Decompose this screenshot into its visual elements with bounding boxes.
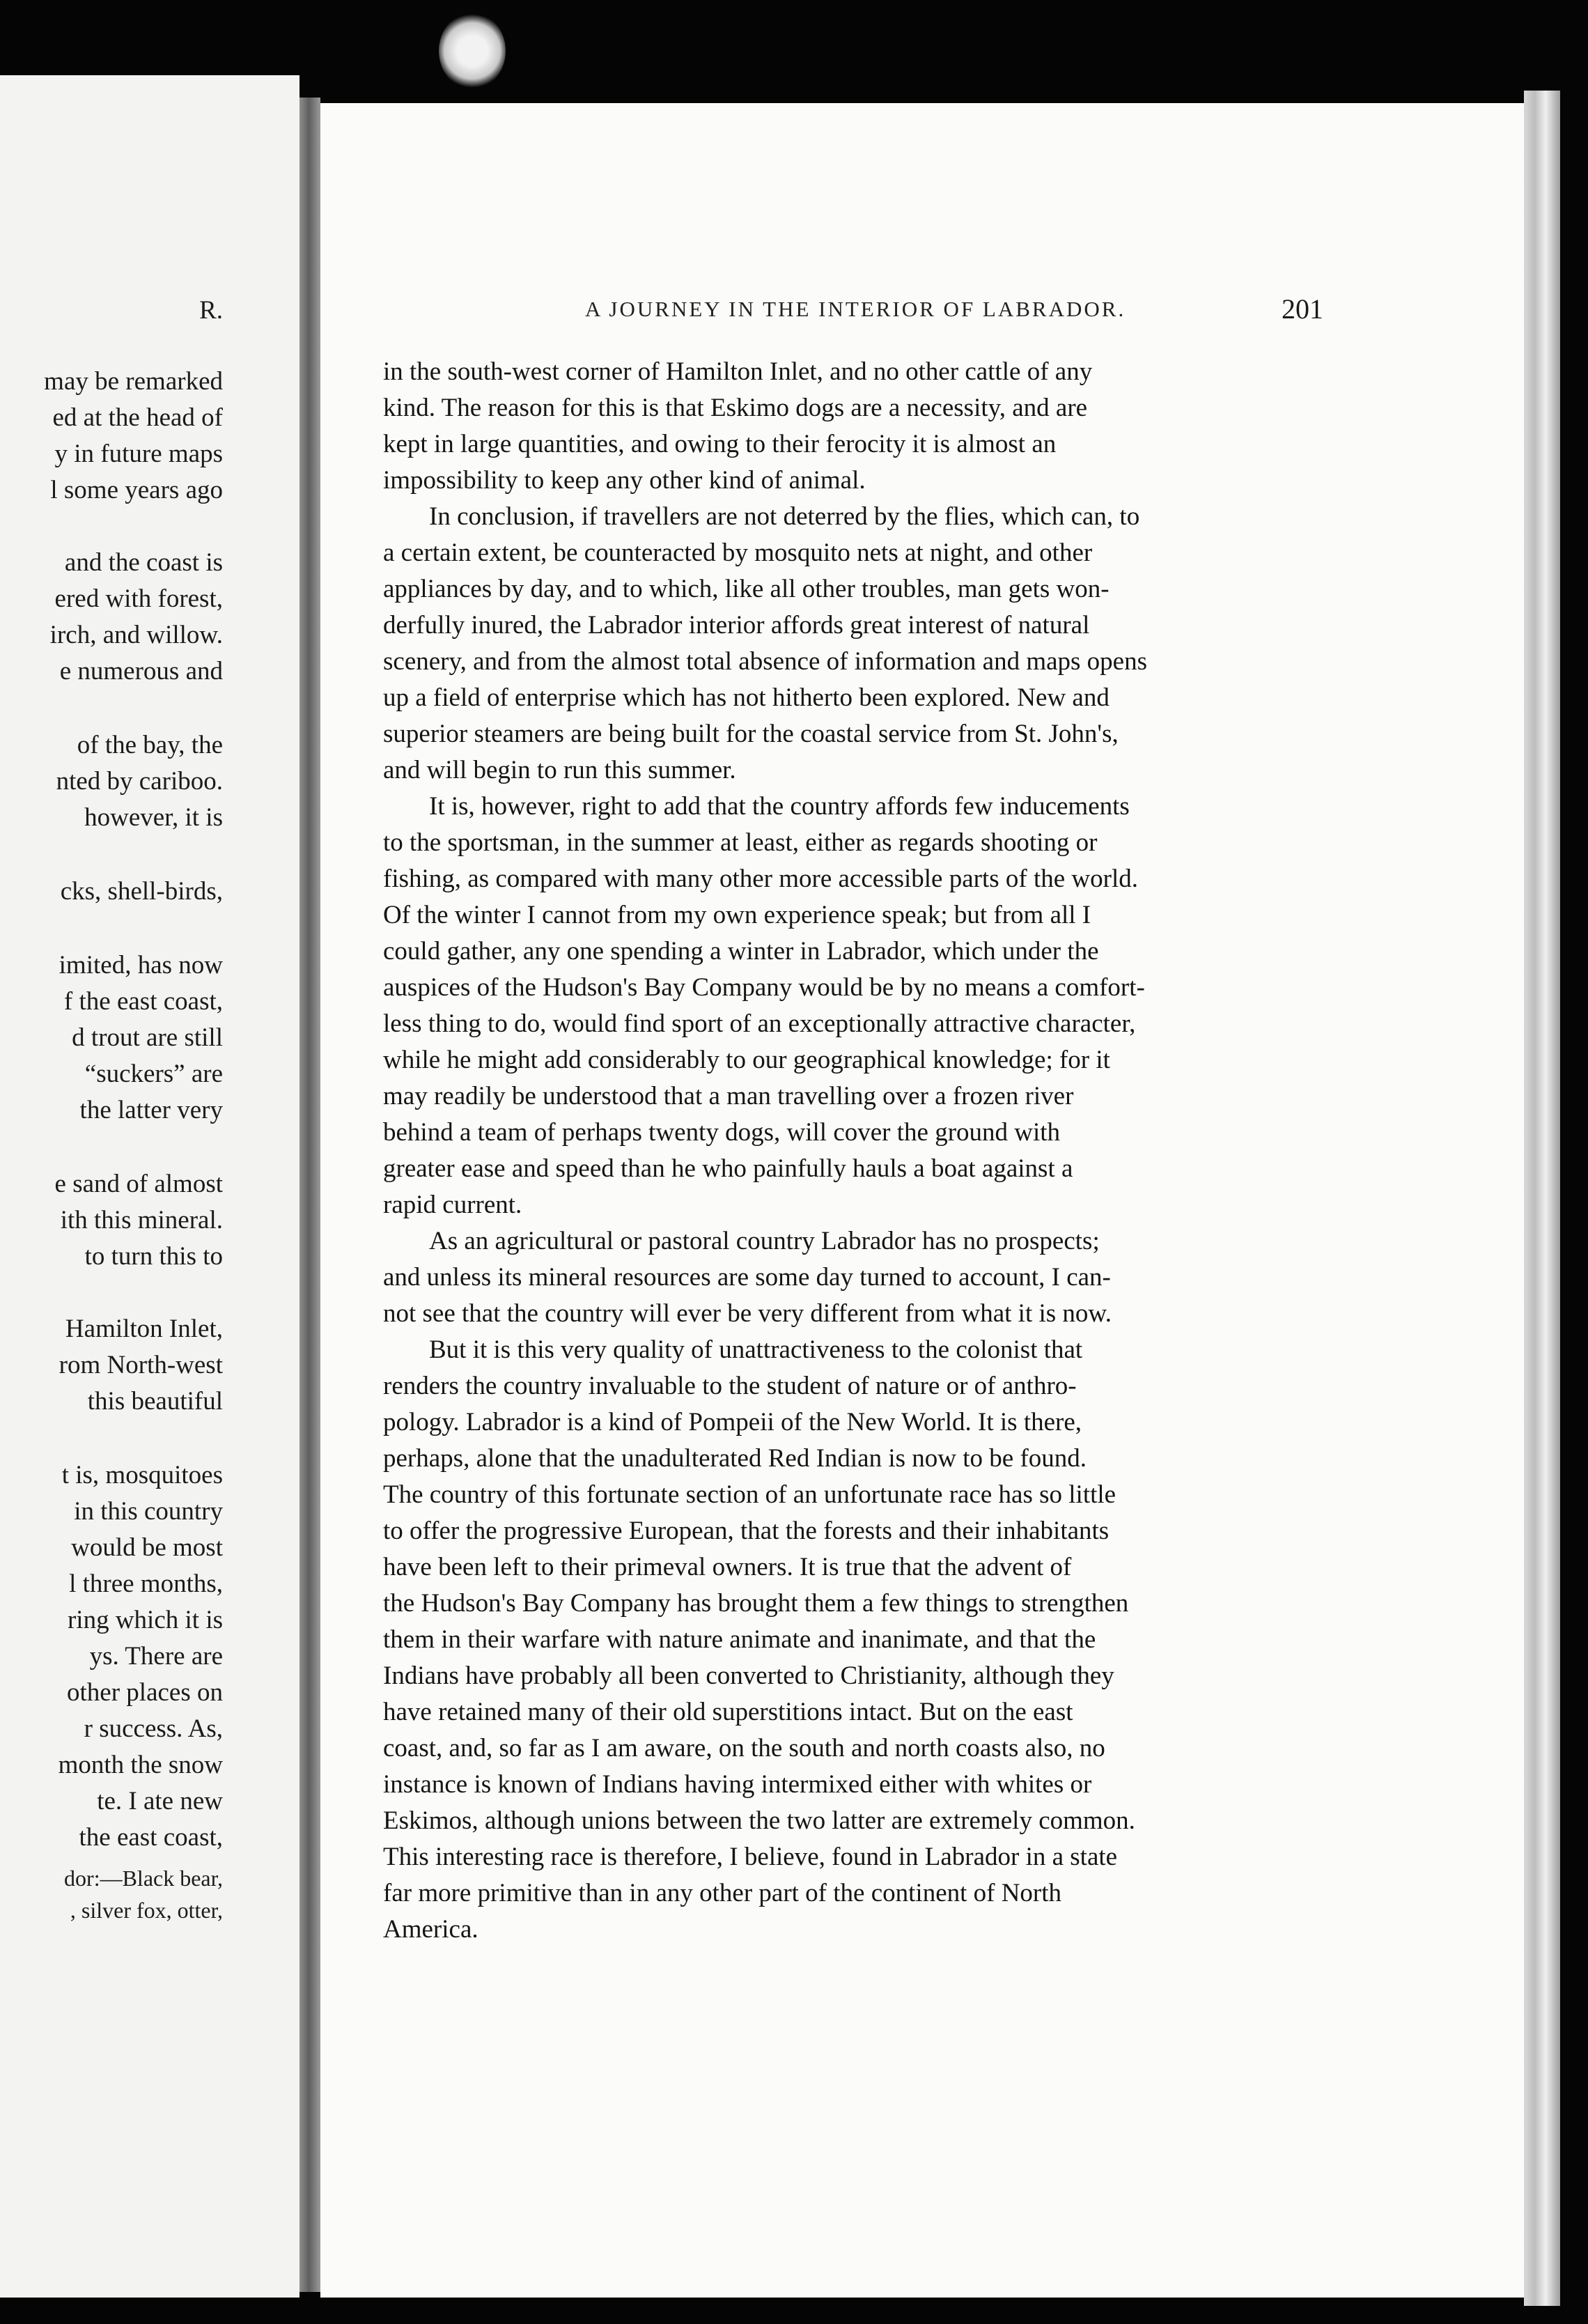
left-line: nted by cariboo.	[56, 767, 223, 796]
left-line: and the coast is	[64, 548, 223, 577]
body-line: less thing to do, would find sport of an exceptionally attractive character,	[383, 1009, 1136, 1038]
body-line: Of the winter I cannot from my own experience speak; but from all I	[383, 901, 1091, 929]
left-line: e sand of almost	[54, 1170, 223, 1198]
left-line: ith this mineral.	[60, 1206, 223, 1234]
body-line: rapid current.	[383, 1191, 522, 1219]
left-line: would be most	[71, 1533, 223, 1562]
body-line: scenery, and from the almost total absence of information and maps opens	[383, 647, 1147, 676]
body-line: As an agricultural or pastoral country Labrador has no prospects;	[429, 1227, 1100, 1255]
body-line: the Hudson's Bay Company has brought them a few things to strengthen	[383, 1589, 1129, 1618]
left-line: ys. There are	[89, 1642, 223, 1671]
left-line: cks, shell-birds,	[60, 877, 223, 906]
page-number: 201	[1282, 293, 1323, 325]
left-line: Hamilton Inlet,	[65, 1315, 223, 1343]
body-line: This interesting race is therefore, I believe, found in Labrador in a state	[383, 1843, 1118, 1871]
left-line: t is, mosquitoes	[61, 1461, 223, 1489]
body-line: Eskimos, although unions between the two latter are extremely common.	[383, 1806, 1135, 1835]
left-line: , silver fox, otter,	[70, 1898, 223, 1923]
left-line: f the east coast,	[63, 987, 223, 1016]
left-line: d trout are still	[72, 1023, 223, 1052]
body-line: auspices of the Hudson's Bay Company would be by no means a comfort-	[383, 973, 1145, 1002]
body-line: kept in large quantities, and owing to their ferocity it is almost an	[383, 430, 1057, 458]
left-line: te. I ate new	[97, 1787, 223, 1815]
body-line: may readily be understood that a man travelling over a frozen river	[383, 1082, 1074, 1110]
left-line: imited, has now	[59, 951, 223, 979]
left-line: y in future maps	[54, 440, 223, 468]
left-line: ed at the head of	[52, 403, 223, 432]
left-line: e numerous and	[59, 657, 223, 685]
body-line: pology. Labrador is a kind of Pompeii of the New World. It is there,	[383, 1408, 1082, 1436]
left-line: to turn this to	[84, 1242, 223, 1271]
body-line: a certain extent, be counteracted by mosquito nets at night, and other	[383, 539, 1093, 567]
left-line: the east coast,	[79, 1823, 223, 1852]
book-gutter	[299, 98, 320, 2292]
body-line: up a field of enterprise which has not hitherto been explored. New and	[383, 683, 1110, 712]
body-line: renders the country invaluable to the student of nature or of anthro-	[383, 1372, 1077, 1400]
running-head: A JOURNEY IN THE INTERIOR OF LABRADOR.	[585, 297, 1126, 321]
body-line: derfully inured, the Labrador interior affords great interest of natural	[383, 611, 1090, 640]
body-line: It is, however, right to add that the country affords few inducements	[429, 792, 1130, 821]
body-line: perhaps, alone that the unadulterated Red Indian is now to be found.	[383, 1444, 1087, 1473]
left-line: irch, and willow.	[49, 621, 223, 649]
body-line: The country of this fortunate section of an unfortunate race has so little	[383, 1480, 1116, 1509]
left-line: “suckers” are	[84, 1060, 223, 1088]
left-line: may be remarked	[44, 367, 223, 396]
scan-smudge	[439, 13, 506, 89]
body-line: to offer the progressive European, that the forests and their inhabitants	[383, 1517, 1110, 1545]
left-line: l some years ago	[50, 476, 223, 504]
left-line: ring which it is	[67, 1606, 223, 1634]
left-line: l three months,	[69, 1570, 223, 1598]
body-line: appliances by day, and to which, like all other troubles, man gets won-	[383, 575, 1110, 603]
left-line: in this country	[74, 1497, 223, 1526]
body-line: to the sportsman, in the summer at least, either as regards shooting or	[383, 828, 1098, 857]
body-line: Indians have probably all been converted to Christianity, although they	[383, 1661, 1114, 1690]
body-line: and unless its mineral resources are some day turned to account, I can-	[383, 1263, 1111, 1292]
body-line: could gather, any one spending a winter in Labrador, which under the	[383, 937, 1099, 966]
body-line: But it is this very quality of unattractiveness to the colonist that	[429, 1335, 1083, 1364]
left-line: r success. As,	[84, 1714, 223, 1743]
body-line: have retained many of their old superstitions intact. But on the east	[383, 1698, 1073, 1726]
page-edge	[1524, 91, 1560, 2306]
left-line: this beautiful	[87, 1387, 223, 1416]
body-line: not see that the country will ever be very different from what it is now.	[383, 1299, 1112, 1328]
body-line: while he might add considerably to our geographical knowledge; for it	[383, 1046, 1110, 1074]
body-line: superior steamers are being built for the coastal service from St. John's,	[383, 720, 1119, 748]
body-line: instance is known of Indians having intermixed either with whites or	[383, 1770, 1092, 1799]
body-line: far more primitive than in any other part of the continent of North	[383, 1879, 1062, 1907]
body-line: America.	[383, 1915, 478, 1944]
left-line: R.	[199, 296, 223, 325]
body-line: in the south-west corner of Hamilton Inlet, and no other cattle of any	[383, 357, 1093, 386]
body-line: them in their warfare with nature animate and inanimate, and that the	[383, 1625, 1096, 1654]
body-line: greater ease and speed than he who painfully hauls a boat against a	[383, 1154, 1073, 1183]
body-line: behind a team of perhaps twenty dogs, will cover the ground with	[383, 1118, 1061, 1147]
body-line: impossibility to keep any other kind of animal.	[383, 466, 866, 495]
left-line: ered with forest,	[54, 584, 223, 613]
left-line: month the snow	[58, 1751, 223, 1779]
left-line: dor:—Black bear,	[64, 1866, 223, 1891]
body-line: In conclusion, if travellers are not deterred by the flies, which can, to	[429, 502, 1140, 531]
body-line: and will begin to run this summer.	[383, 756, 736, 784]
body-line: have been left to their primeval owners. It is true that the advent of	[383, 1553, 1072, 1581]
left-line: however, it is	[84, 803, 223, 832]
left-line: the latter very	[79, 1096, 223, 1124]
left-line: rom North-west	[59, 1351, 223, 1379]
left-line: other places on	[67, 1678, 223, 1707]
body-line: kind. The reason for this is that Eskimo dogs are a necessity, and are	[383, 394, 1088, 422]
body-line: coast, and, so far as I am aware, on the south and north coasts also, no	[383, 1734, 1105, 1763]
body-line: fishing, as compared with many other more accessible parts of the world.	[383, 865, 1138, 893]
left-line: of the bay, the	[77, 731, 223, 759]
